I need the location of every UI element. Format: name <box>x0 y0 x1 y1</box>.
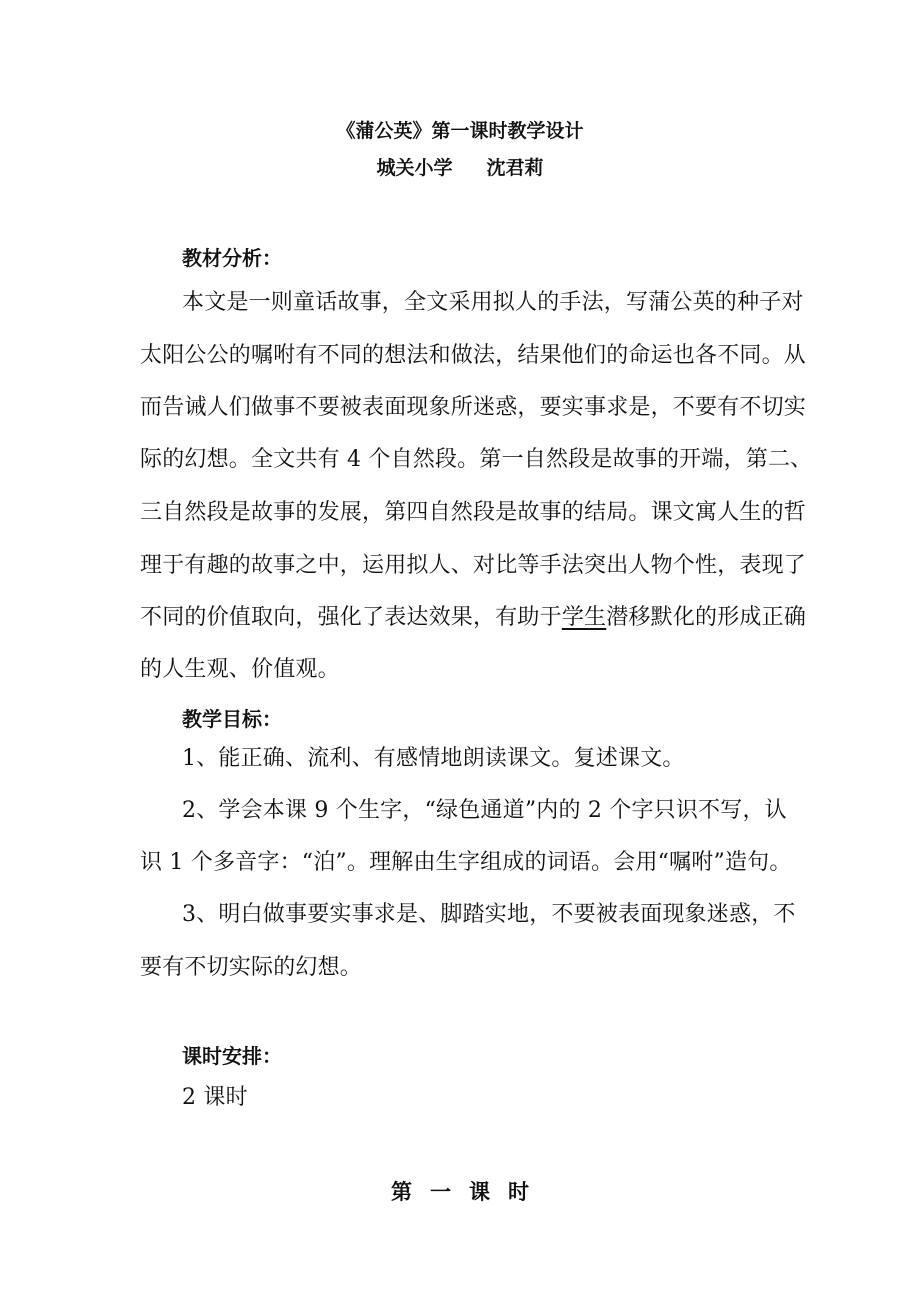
author-name: 沈君莉 <box>486 157 544 179</box>
schedule-heading: 课时安排： <box>182 1044 282 1068</box>
analysis-line-8: 的人生观、价值观。 <box>140 657 340 682</box>
analysis-line-7-start: 不同的价值取向，强化了表达效果，有助于 <box>140 605 562 630</box>
objective-1: 1、能正确、流利、有感情地朗读课文。复述课文。 <box>182 746 685 771</box>
objectives-heading: 教学目标： <box>182 707 282 731</box>
document-title: 《蒲公英》第一课时教学设计 <box>336 120 584 142</box>
objective-3-line-2: 要有不切实际的幻想。 <box>140 955 363 980</box>
analysis-line-6: 理于有趣的故事之中，运用拟人、对比等手法突出人物个性，表现了 <box>140 553 807 578</box>
analysis-line-1: 本文是一则童话故事，全文采用拟人的手法，写蒲公英的种子对 <box>182 290 804 315</box>
analysis-line-7-end: 潜移默化的形成正确 <box>606 605 807 630</box>
analysis-line-7 <box>140 604 807 632</box>
analysis-line-4: 际的幻想。全文共有 4 个自然段。第一自然段是故事的开端，第二、 <box>140 447 813 472</box>
school-name: 城关小学 <box>376 157 453 179</box>
analysis-line-2: 太阳公公的嘱咐有不同的想法和做法，结果他们的命运也各不同。从 <box>140 343 807 368</box>
schedule-value: 2 课时 <box>182 1085 248 1110</box>
analysis-line-5: 三自然段是故事的发展，第四自然段是故事的结局。课文寓人生的哲 <box>140 500 807 525</box>
underlined-term: 学生 <box>561 605 607 630</box>
objective-2-line-1: 2、学会本课 9 个生字，“绿色通道”内的 2 个字只识不写，认 <box>182 798 787 823</box>
analysis-heading: 教材分析： <box>182 246 282 270</box>
analysis-line-3: 而告诫人们做事不要被表面现象所迷惑，要实事求是，不要有不切实 <box>140 395 807 420</box>
objective-2-line-2: 识 1 个多音字：“泊”。理解由生字组成的词语。会用“嘱咐”造句。 <box>140 850 792 875</box>
author-line <box>0 156 920 180</box>
objective-3-line-1: 3、明白做事要实事求是、脚踏实地，不要被表面现象迷惑，不 <box>182 902 796 927</box>
lesson-title: 第一课时 <box>391 1179 547 1204</box>
